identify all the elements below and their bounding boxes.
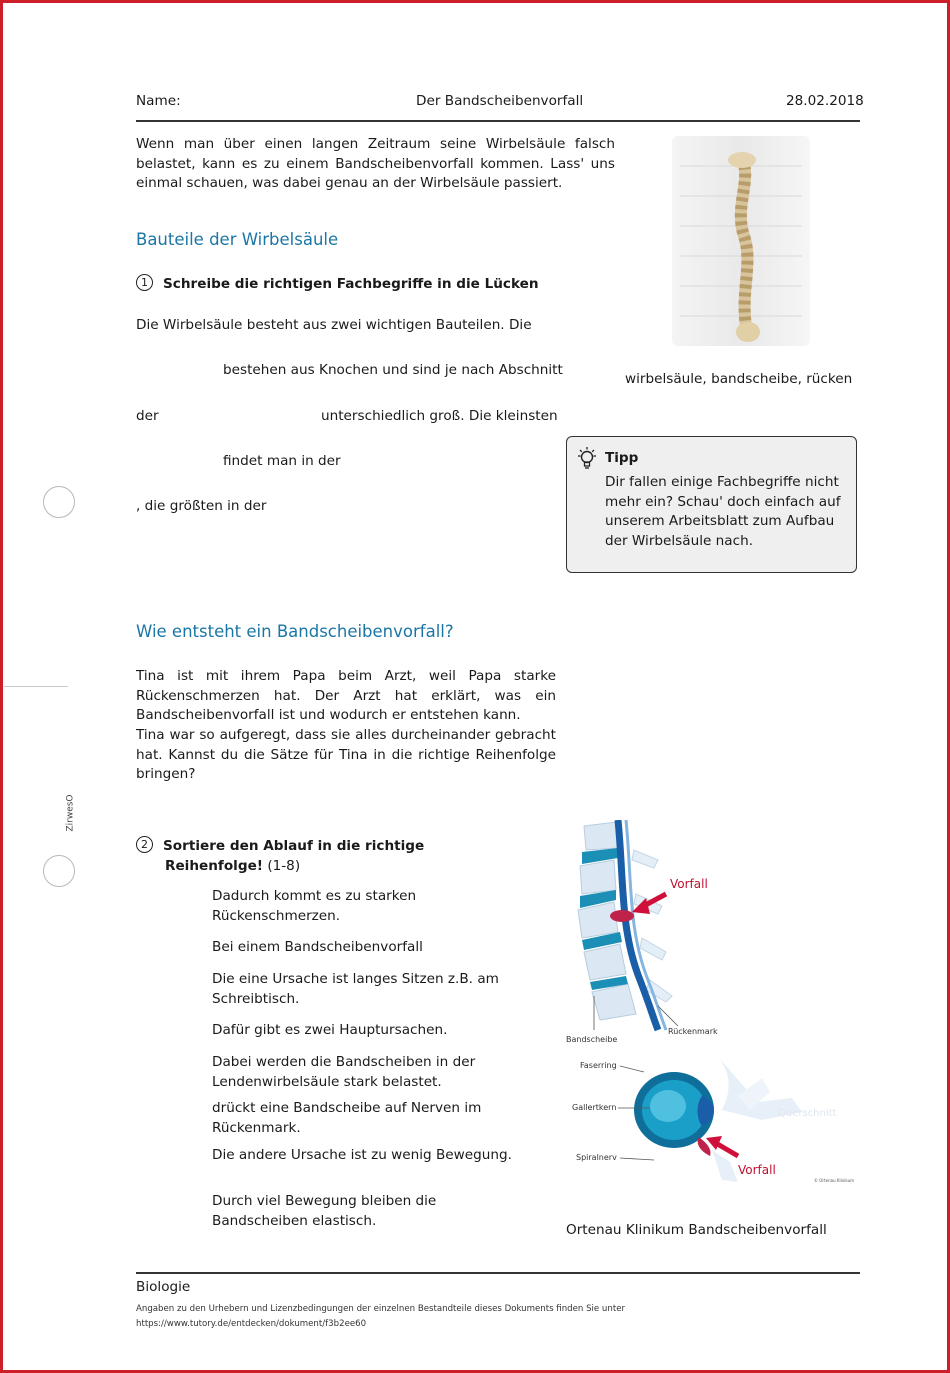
herniation-illustration — [562, 820, 862, 1190]
label-spiralnerv: Spiralnerv — [576, 1153, 617, 1162]
task2-text-line2: Reihenfolge! — [165, 857, 263, 874]
task1-text: Schreibe die richtigen Fachbegriffe in die Lücken — [163, 276, 539, 292]
author-side-label: ZirwesO — [65, 794, 76, 832]
order-item[interactable]: Dadurch kommt es zu starken Rückenschmerzen. — [212, 888, 417, 924]
label-querschnitt: Querschnitt — [778, 1108, 837, 1119]
figure-copyright: © Ortenau Klinikum — [814, 1178, 855, 1183]
punch-hole-top — [43, 486, 75, 518]
section2-heading: Wie entsteht ein Bandscheibenvorfall? — [136, 622, 454, 641]
order-item[interactable]: Die eine Ursache ist langes Sitzen z.B. am Schreibtisch. — [212, 971, 499, 1007]
order-item[interactable]: drückt eine Bandscheibe auf Nerven im Rückenmark. — [212, 1100, 482, 1136]
figure-caption: Ortenau Klinikum Bandscheibenvorfall — [566, 1222, 827, 1238]
header-divider — [136, 120, 860, 122]
fold-mark — [4, 686, 68, 687]
section2-paragraph2: Tina war so aufgeregt, dass sie alles durcheinander gebracht hat. Kannst du die Sätze für Tina in die richtige Reihenfolge bringen? — [136, 727, 556, 782]
punch-hole-bottom — [43, 855, 75, 887]
label-vorfall-bottom: Vorfall — [738, 1163, 776, 1177]
task2-number: 2 — [136, 836, 153, 853]
intro-paragraph: Wenn man über einen langen Zeitraum seine Wirbelsäule falsch belastet, kann es zu einem Bandscheibenvorfall kommen. Lass' uns einmal schauen, was dabei genau an der Wirbelsäule passiert. — [136, 136, 615, 191]
task2-title — [136, 837, 436, 876]
order-item[interactable]: Durch viel Bewegung bleiben die Bandscheiben elastisch. — [212, 1193, 437, 1229]
task1-number: 1 — [136, 274, 153, 291]
tip-title: Tipp — [605, 450, 639, 466]
cloze-line-4: findet man in der — [223, 453, 341, 469]
word-bank: wirbelsäule, bandscheibe, rücken — [625, 371, 853, 387]
task2-range: (1-8) — [267, 857, 301, 874]
order-item[interactable]: Dafür gibt es zwei Hauptursachen. — [212, 1022, 448, 1038]
cloze-line-3a: der — [136, 408, 159, 424]
label-bandscheibe: Bandscheibe — [566, 1035, 618, 1044]
cloze-line-2: bestehen aus Knochen und sind je nach Abschnitt — [223, 362, 563, 378]
section2-paragraph1: Tina ist mit ihrem Papa beim Arzt, weil Papa starke Rückenschmerzen hat. Der Arzt hat erklärt, was ein Bandscheibenvorfall ist und wodurch er entstehen kann. — [136, 668, 556, 723]
label-vorfall-top: Vorfall — [670, 877, 708, 891]
document-title: Der Bandscheibenvorfall — [416, 93, 584, 109]
section1-heading: Bauteile der Wirbelsäule — [136, 230, 339, 249]
lightbulb-icon — [575, 446, 599, 472]
label-gallertkern: Gallertkern — [572, 1103, 617, 1112]
tip-text: Dir fallen einige Fachbegriffe nicht mehr ein? Schau' doch einfach auf unserem Arbeitsblatt zum Aufbau der Wirbelsäule nach. — [605, 474, 841, 549]
document-date: 28.02.2018 — [786, 93, 864, 109]
tip-box — [566, 436, 857, 573]
order-item[interactable]: Die andere Ursache ist zu wenig Bewegung. — [212, 1147, 512, 1163]
task1-title — [136, 275, 539, 295]
footer-divider — [136, 1272, 860, 1274]
order-item[interactable]: Bei einem Bandscheibenvorfall — [212, 939, 423, 955]
label-faserring: Faserring — [580, 1061, 617, 1070]
cloze-line-1: Die Wirbelsäule besteht aus zwei wichtigen Bauteilen. Die — [136, 317, 532, 333]
task2-text-line1: Sortiere den Ablauf in die richtige — [163, 838, 425, 854]
label-rueckenmark: Rückenmark — [668, 1027, 718, 1036]
cloze-line-3b: unterschiedlich groß. Die kleinsten — [321, 408, 558, 424]
footer-license-url[interactable]: https://www.tutory.de/entdecken/dokument/f3b2ee60 — [136, 1319, 367, 1329]
cloze-line-5: , die größten in der — [136, 498, 267, 514]
footer-subject: Biologie — [136, 1279, 191, 1295]
spine-image — [672, 136, 810, 346]
order-item[interactable]: Dabei werden die Bandscheiben in der Lendenwirbelsäule stark belastet. — [212, 1054, 476, 1090]
footer-license-text: Angaben zu den Urhebern und Lizenzbedingungen der einzelnen Bestandteile dieses Dokuments finden Sie unter — [136, 1304, 626, 1314]
name-label: Name: — [136, 93, 181, 109]
